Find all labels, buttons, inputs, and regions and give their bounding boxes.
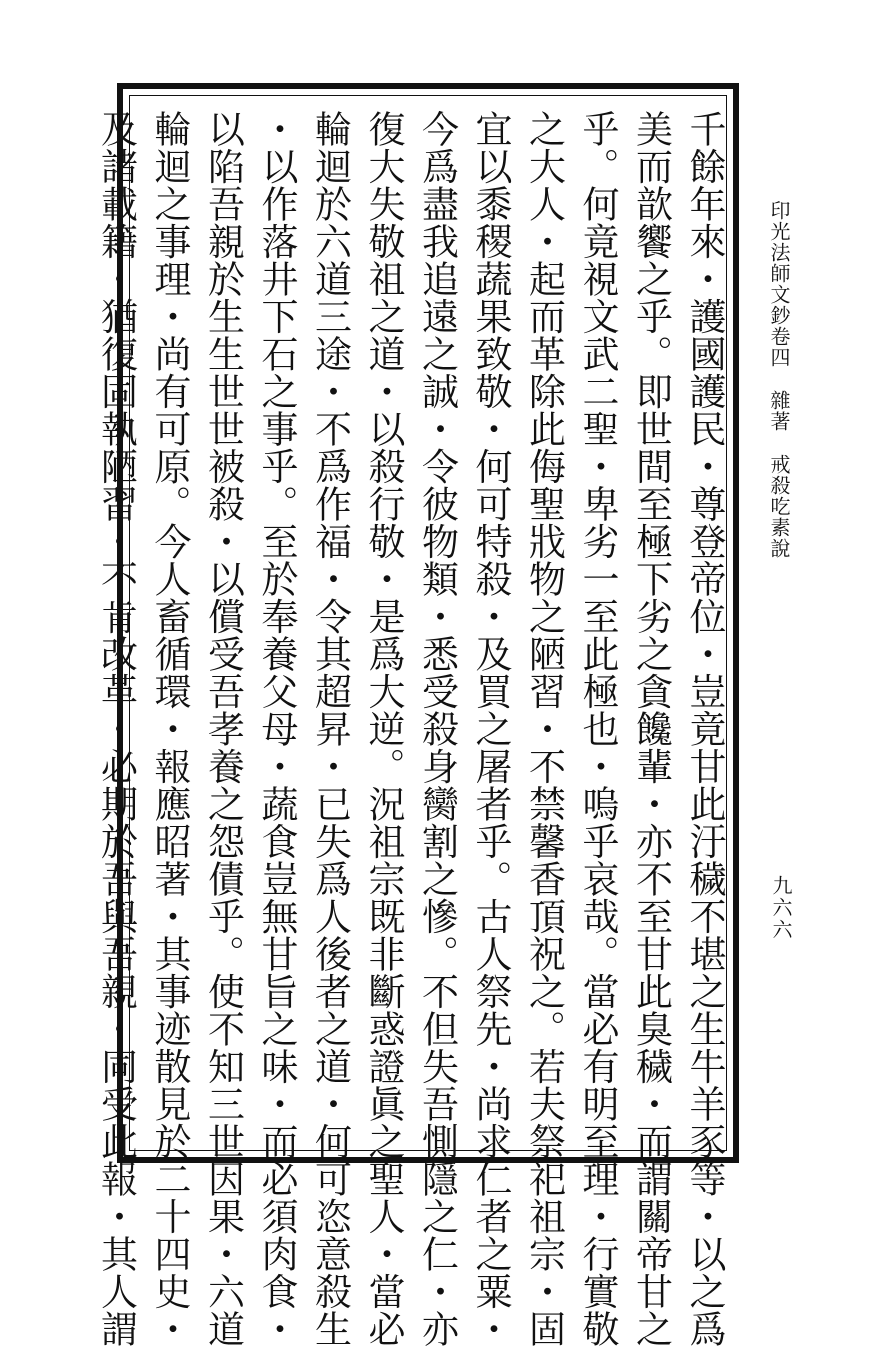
text-column: 輪迴之事理・尚有可原。今人畜循環・報應昭著・其事迹散見於二十四史・ [148,110,191,1348]
section-title: 雜著 [767,390,791,432]
text-column: 及諸載籍・猶復固執陋習・不肯改革・必期於吾與吾親・同受此報・其人謂 [94,110,138,1348]
text-column: 輪迴於六道三途・不爲作福・令其超昇・已失爲人後者之道・何可恣意殺生 [308,110,352,1348]
text-column: 今爲盡我追遠之誠・令彼物類・悉受殺身臠割之慘。不但失吾惻隱之仁・亦 [415,110,459,1348]
text-column: ・以作落井下石之事乎。至於奉養父母・蔬食豈無甘旨之味・而必須肉食・ [255,110,298,1348]
main-text [94,110,731,1348]
text-column: 之大人・起而革除此侮聖戕物之陋習・不禁馨香頂祝之。若夫祭祀祖宗・固 [522,110,566,1348]
text-column: 乎。何竟視文武二聖・卑劣一至此極也・嗚乎哀哉。當必有明至理・行實敬 [576,110,619,1348]
text-column: 宜以黍稷蔬果致敬・何可特殺・及買之屠者乎。古人祭先・尚求仁者之粟・ [469,110,512,1348]
page-number: 九六六 [769,875,793,941]
running-header [765,200,794,559]
text-column: 千餘年來・護國護民・尊登帝位・豈竟甘此汙穢不堪之生牛羊豕等・以之爲 [683,110,726,1348]
text-column: 美而歆饗之乎。即世間至極下劣之貪饞輩・亦不至甘此臭穢・而謂關帝甘之 [629,110,673,1348]
text-column: 以陷吾親於生生世世被殺・以償受吾孝養之怨債乎。使不知三世因果・六道 [201,110,245,1348]
book-title: 印光法師文鈔卷四 [767,200,791,368]
text-column: 復大失敬祖之道・以殺行敬・是爲大逆。況祖宗既非斷惑證眞之聖人・當必 [362,110,405,1348]
essay-title: 戒殺吃素說 [767,454,791,559]
